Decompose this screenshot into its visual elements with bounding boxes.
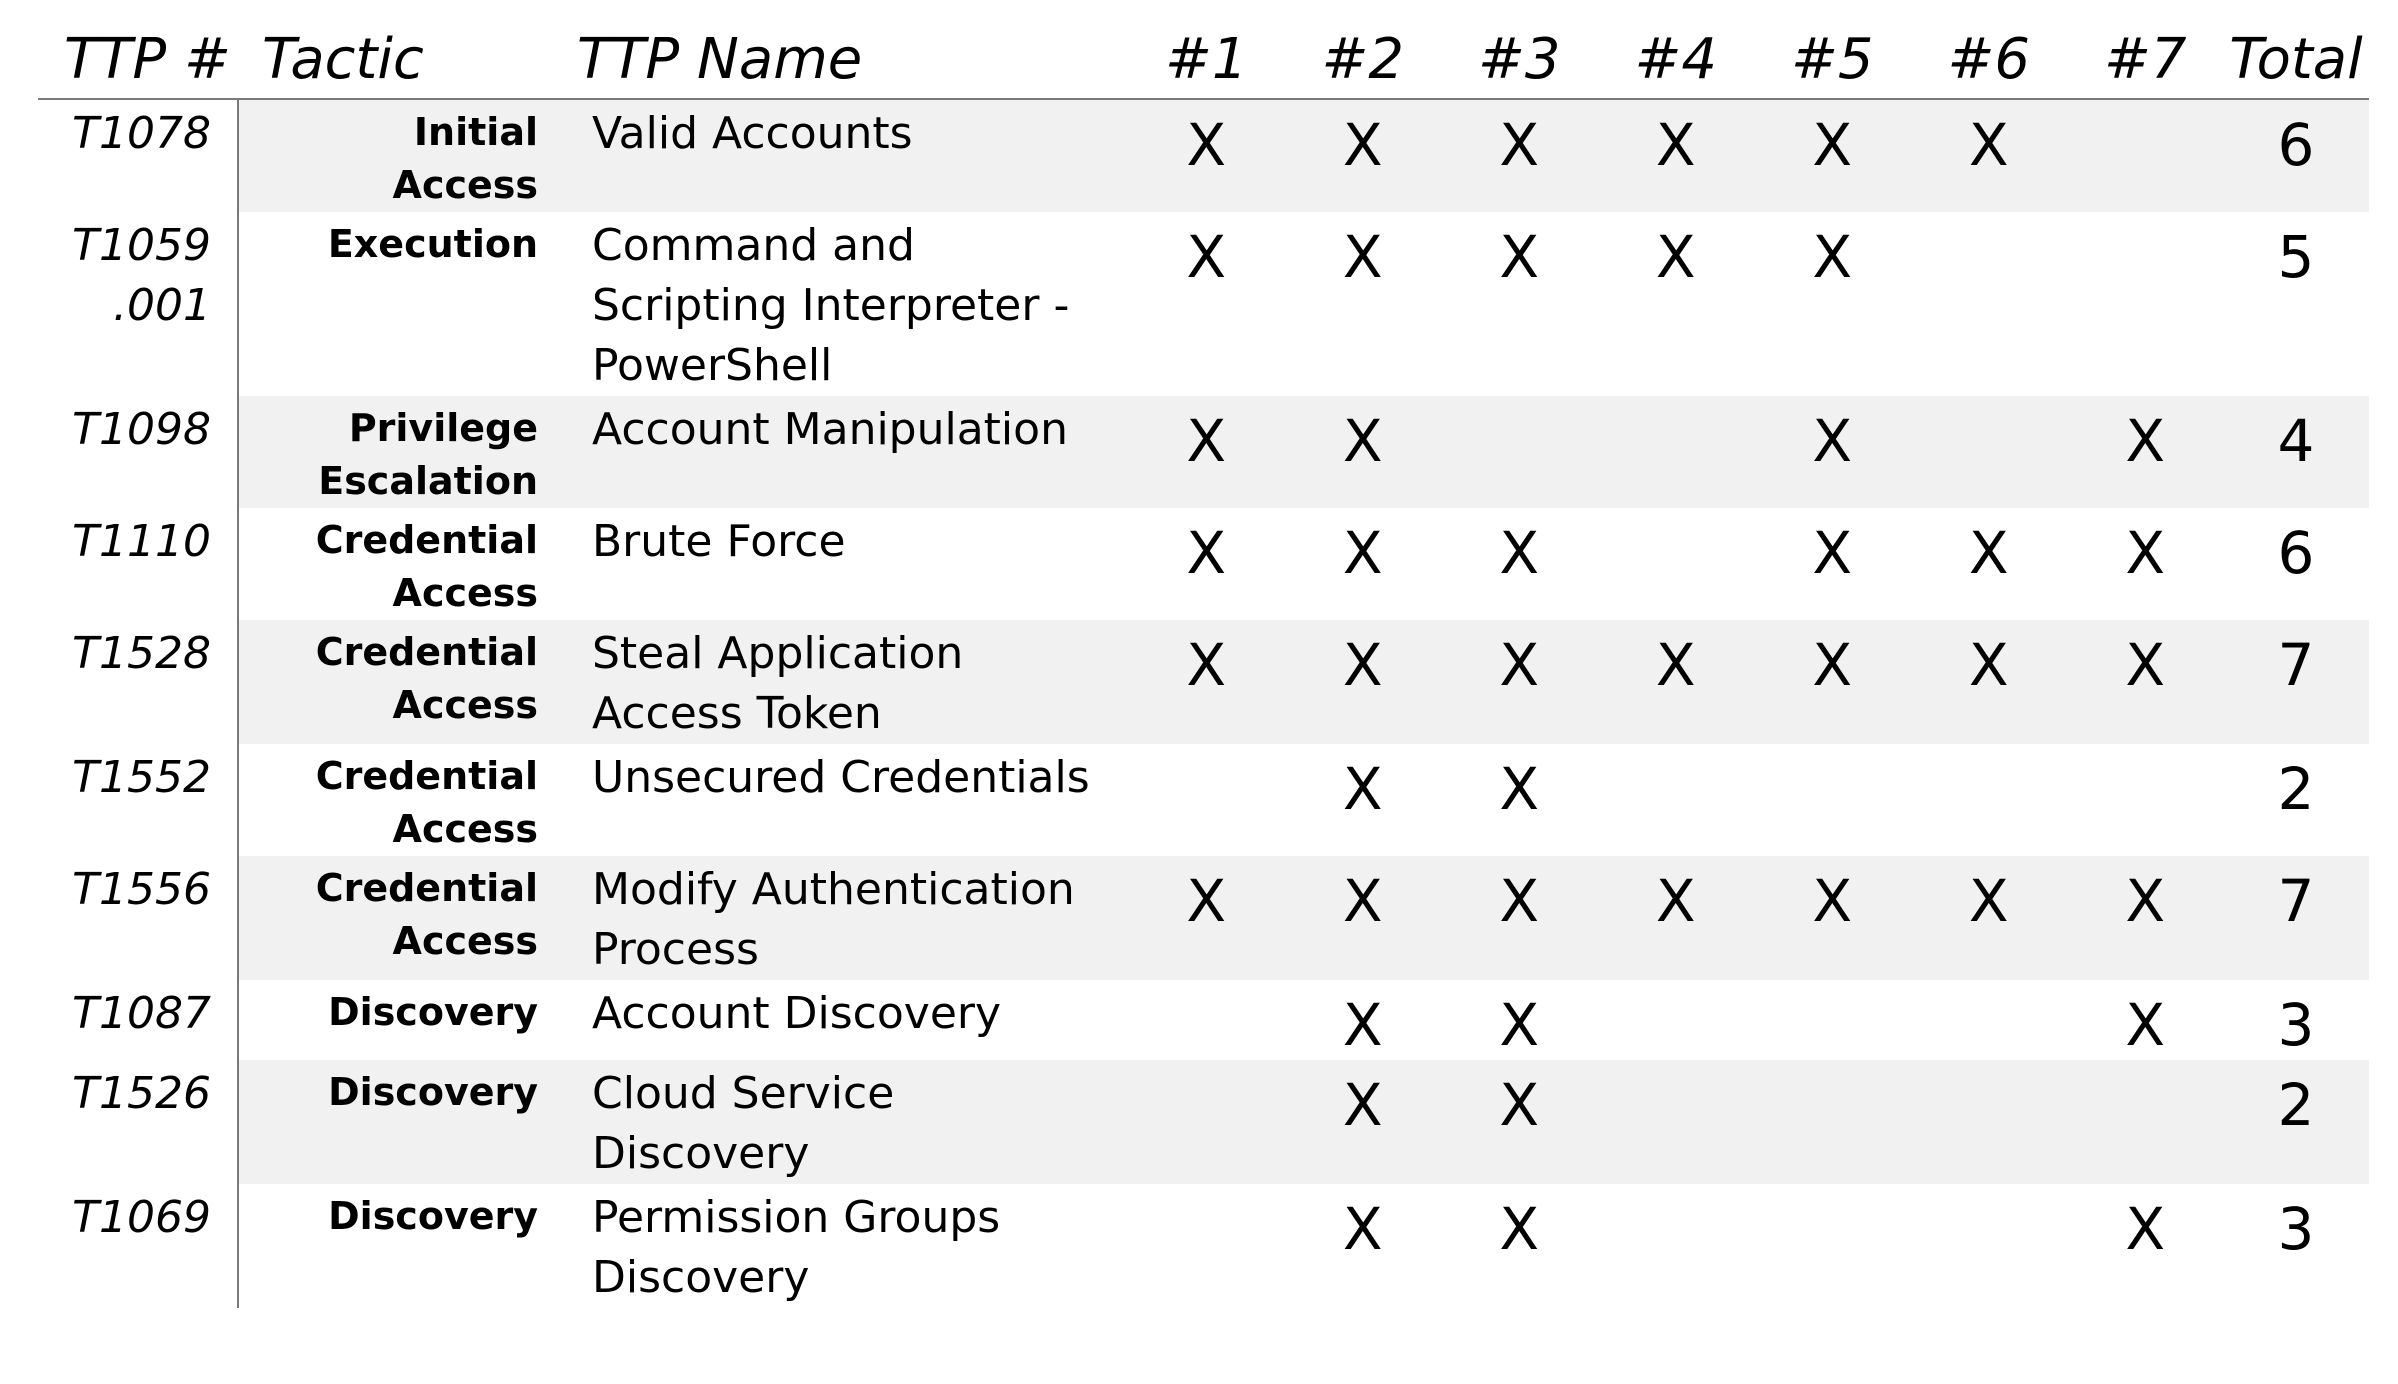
ttp-name-cell: Brute Force xyxy=(592,516,846,567)
source-4-mark xyxy=(1598,980,1755,1060)
source-4-mark xyxy=(1598,508,1755,620)
source-1-mark: X xyxy=(1128,99,1285,212)
total-cell: 6 xyxy=(2277,519,2315,587)
source-2-mark: X xyxy=(1342,223,1383,291)
source-7-mark xyxy=(2067,744,2224,856)
table-row xyxy=(38,396,2369,508)
tactic-cell: Discovery xyxy=(328,1194,538,1238)
total-cell: 2 xyxy=(2277,755,2315,823)
source-3-mark: X xyxy=(1499,1195,1540,1263)
source-5-mark: X xyxy=(1754,620,1911,744)
ttp-name-cell: Unsecured Credentials xyxy=(592,752,1090,803)
source-1-mark xyxy=(1128,744,1285,856)
ttp-id-cell: T1556 xyxy=(38,856,238,980)
source-6-mark: X xyxy=(1968,519,2009,587)
source-5-mark: X xyxy=(1754,856,1911,980)
source-4-mark xyxy=(1598,396,1755,508)
source-3-mark xyxy=(1441,396,1598,508)
source-7-mark xyxy=(2067,212,2224,396)
source-3-mark: X xyxy=(1441,1060,1598,1184)
total-cell: 4 xyxy=(2224,396,2369,508)
source-2-mark: X xyxy=(1285,620,1442,744)
source-5-mark: X xyxy=(1754,99,1911,212)
ttp-table xyxy=(38,20,2369,1308)
source-1-mark: X xyxy=(1128,856,1285,980)
source-3-mark: X xyxy=(1499,223,1540,291)
source-4-mark: X xyxy=(1598,620,1755,744)
source-3-mark: X xyxy=(1441,856,1598,980)
source-4-mark: X xyxy=(1655,223,1696,291)
ttp-name-cell: Account Discovery xyxy=(592,988,1002,1039)
source-6-mark xyxy=(1911,212,2068,396)
source-7-mark: X xyxy=(2125,991,2166,1059)
source-1-mark xyxy=(1128,1060,1285,1184)
ttp-name-cell: Permission Groups Discovery xyxy=(592,1192,1001,1303)
source-4-mark: X xyxy=(1598,856,1755,980)
source-6-mark xyxy=(1911,1060,2068,1184)
ttp-id-cell: T1069 xyxy=(38,1184,238,1308)
total-cell: 3 xyxy=(2277,1195,2315,1263)
source-2-mark: X xyxy=(1342,991,1383,1059)
source-5-mark xyxy=(1754,744,1911,856)
source-1-mark: X xyxy=(1186,519,1227,587)
table-row xyxy=(38,1060,2369,1184)
ttp-id-cell: T1526 xyxy=(38,1060,238,1184)
ttp-id-cell: T1552 xyxy=(38,744,238,856)
tactic-cell: Credential Access xyxy=(315,518,538,615)
source-1-mark xyxy=(1128,980,1285,1060)
tactic-cell: Discovery xyxy=(238,1060,558,1184)
source-4-mark xyxy=(1598,744,1755,856)
ttp-id-cell: T1110 xyxy=(38,508,238,620)
source-6-mark xyxy=(1911,744,2068,856)
header-total: Total xyxy=(2224,20,2369,99)
table-body xyxy=(38,99,2369,1308)
source-3-mark: X xyxy=(1499,991,1540,1059)
total-cell: 3 xyxy=(2277,991,2315,1059)
source-3-mark: X xyxy=(1499,755,1540,823)
source-5-mark xyxy=(1754,1060,1911,1184)
source-3-mark: X xyxy=(1441,99,1598,212)
header-row xyxy=(38,20,2369,99)
table-row xyxy=(38,856,2369,980)
ttp-table-container xyxy=(38,20,2368,1308)
header-source-2: #2 xyxy=(1285,20,1442,99)
total-cell: 7 xyxy=(2224,620,2369,744)
total-cell: 6 xyxy=(2224,99,2369,212)
ttp-id-cell: T1528 xyxy=(38,620,238,744)
source-1-mark: X xyxy=(1186,223,1227,291)
table-row xyxy=(38,99,2369,212)
ttp-id-cell: T1087 xyxy=(38,980,238,1060)
source-7-mark xyxy=(2067,1060,2224,1184)
source-7-mark xyxy=(2067,99,2224,212)
header-source-4: #4 xyxy=(1598,20,1755,99)
header-source-1: #1 xyxy=(1128,20,1285,99)
tactic-cell: Execution xyxy=(327,222,538,266)
header-source-7: #7 xyxy=(2067,20,2224,99)
ttp-name-cell: Valid Accounts xyxy=(558,99,1128,212)
header-ttp-number: TTP # xyxy=(38,20,238,99)
source-4-mark xyxy=(1598,1184,1755,1308)
source-6-mark xyxy=(1911,396,2068,508)
source-2-mark: X xyxy=(1342,1195,1383,1263)
source-5-mark xyxy=(1754,980,1911,1060)
source-6-mark xyxy=(1911,980,2068,1060)
source-6-mark: X xyxy=(1911,99,2068,212)
table-row xyxy=(38,620,2369,744)
table-row xyxy=(38,212,2369,396)
source-1-mark xyxy=(1128,1184,1285,1308)
header-source-6: #6 xyxy=(1911,20,2068,99)
source-5-mark: X xyxy=(1812,223,1853,291)
header-tactic: Tactic xyxy=(238,20,558,99)
source-1-mark: X xyxy=(1128,620,1285,744)
source-6-mark xyxy=(1911,1184,2068,1308)
source-7-mark: X xyxy=(2067,396,2224,508)
ttp-name-cell: Cloud Service Discovery xyxy=(558,1060,1128,1184)
source-2-mark: X xyxy=(1285,99,1442,212)
source-3-mark: X xyxy=(1441,620,1598,744)
table-row xyxy=(38,1184,2369,1308)
source-5-mark: X xyxy=(1754,396,1911,508)
source-7-mark: X xyxy=(2067,856,2224,980)
source-5-mark: X xyxy=(1812,519,1853,587)
source-2-mark: X xyxy=(1285,396,1442,508)
source-7-mark: X xyxy=(2125,519,2166,587)
total-cell: 5 xyxy=(2277,223,2315,291)
tactic-cell: Credential Access xyxy=(238,620,558,744)
ttp-name-cell: Account Manipulation xyxy=(558,396,1128,508)
table-header xyxy=(38,20,2369,99)
tactic-cell: Credential Access xyxy=(238,856,558,980)
header-source-3: #3 xyxy=(1441,20,1598,99)
ttp-id-cell: T1098 xyxy=(38,396,238,508)
source-7-mark: X xyxy=(2067,620,2224,744)
source-1-mark: X xyxy=(1128,396,1285,508)
ttp-name-cell: Steal Application Access Token xyxy=(558,620,1128,744)
header-ttp-name: TTP Name xyxy=(558,20,1128,99)
source-2-mark: X xyxy=(1342,755,1383,823)
total-cell: 7 xyxy=(2224,856,2369,980)
tactic-cell: Privilege Escalation xyxy=(238,396,558,508)
source-2-mark: X xyxy=(1285,1060,1442,1184)
source-5-mark xyxy=(1754,1184,1911,1308)
table-row xyxy=(38,980,2369,1060)
total-cell: 2 xyxy=(2224,1060,2369,1184)
tactic-cell: Credential Access xyxy=(315,754,538,851)
source-2-mark: X xyxy=(1285,856,1442,980)
source-4-mark xyxy=(1598,1060,1755,1184)
source-2-mark: X xyxy=(1342,519,1383,587)
source-6-mark: X xyxy=(1911,620,2068,744)
tactic-cell: Initial Access xyxy=(238,99,558,212)
ttp-id-cell: T1078 xyxy=(38,99,238,212)
table-row xyxy=(38,744,2369,856)
source-4-mark: X xyxy=(1598,99,1755,212)
table-row xyxy=(38,508,2369,620)
header-source-5: #5 xyxy=(1754,20,1911,99)
source-6-mark: X xyxy=(1911,856,2068,980)
ttp-name-cell: Modify Authentication Process xyxy=(558,856,1128,980)
source-3-mark: X xyxy=(1499,519,1540,587)
ttp-name-cell: Command and Scripting Interpreter - PowerShell xyxy=(592,220,1070,391)
tactic-cell: Discovery xyxy=(328,990,538,1034)
source-7-mark: X xyxy=(2125,1195,2166,1263)
ttp-id-cell: T1059 .001 xyxy=(38,212,238,396)
